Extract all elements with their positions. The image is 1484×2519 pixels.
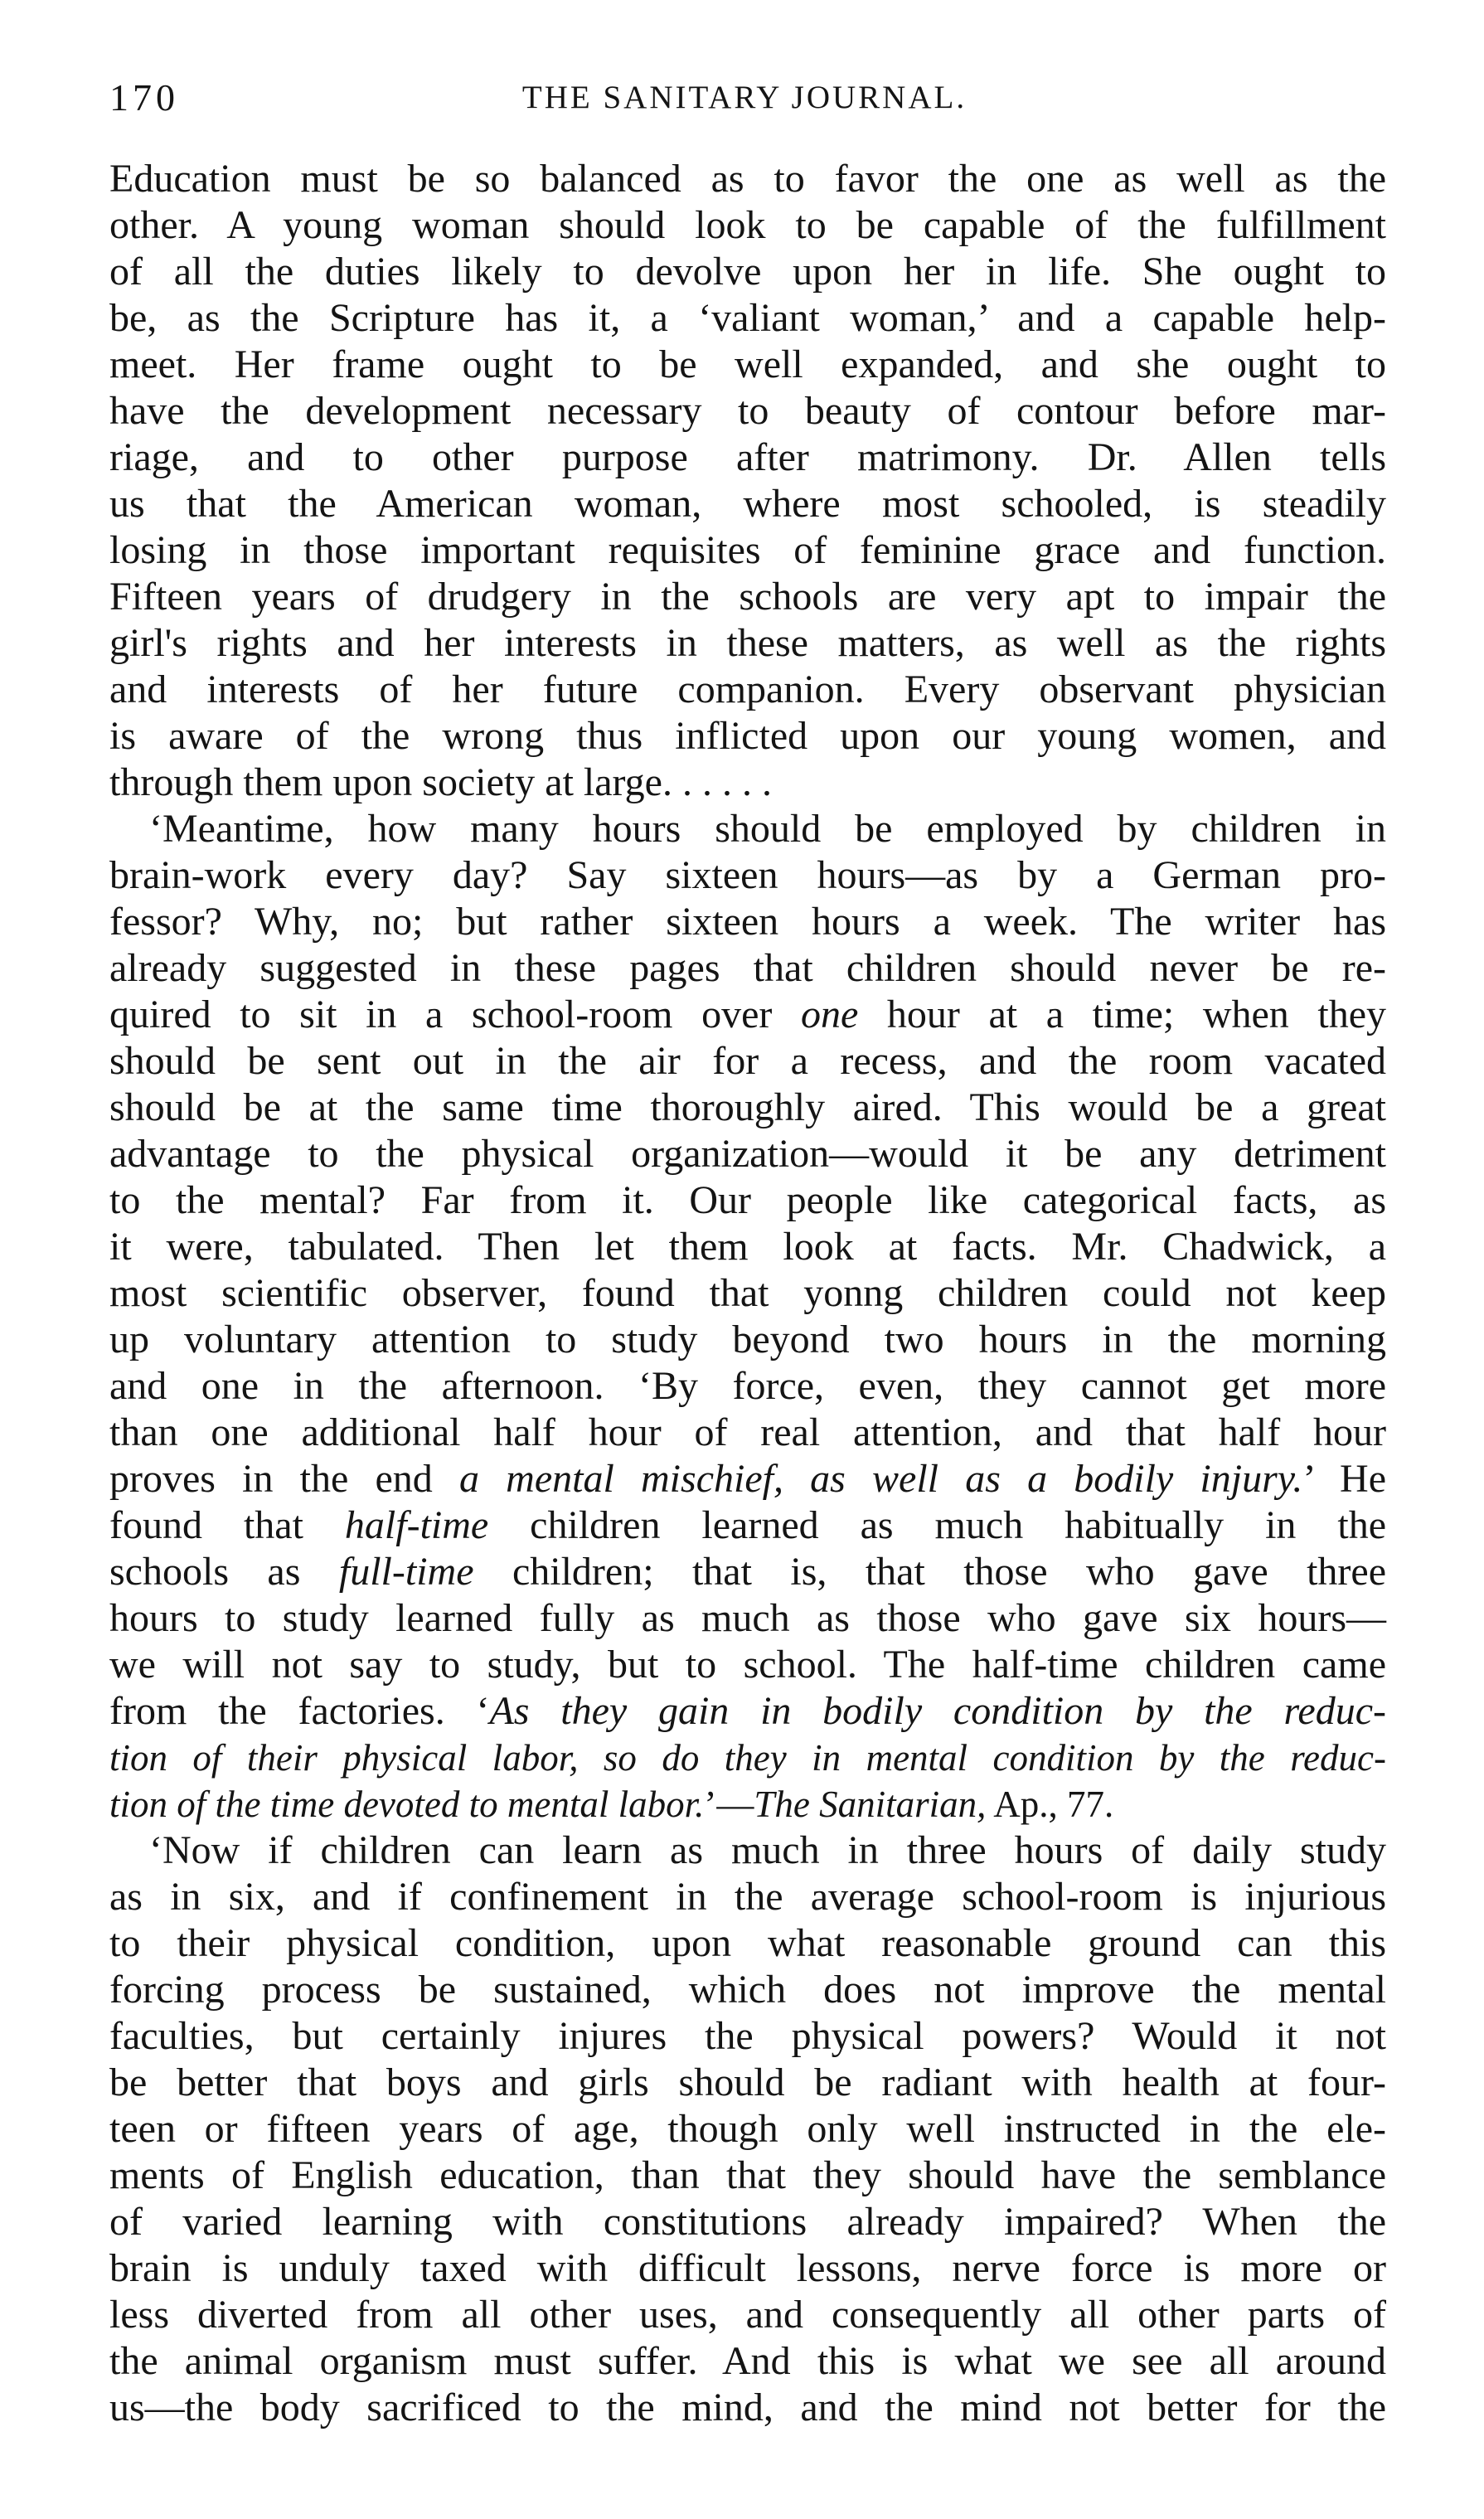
text-segment: from the factories. ‘ — [109, 1689, 490, 1733]
text-line: of all the duties likely to devolve upon her in life. She ought to — [109, 250, 1386, 294]
text-line: be, as the Scripture has it, a ‘valiant woman,’ and a capable help- — [109, 296, 1386, 340]
text-line: up voluntary attention to study beyond two hours in the morning — [109, 1318, 1386, 1361]
text-line — [109, 1456, 1386, 1502]
emphasis-quotation: As they gain in bodily condition by the reduc- — [489, 1689, 1386, 1733]
text-line: and one in the afternoon. ‘By force, even, they cannot get more — [109, 1364, 1386, 1408]
text-line: advantage to the physical organization—would it be any detriment — [109, 1132, 1386, 1176]
text-line — [109, 1735, 1386, 1781]
text-segment: ’— — [704, 1784, 754, 1825]
text-line — [109, 1781, 1386, 1827]
text-line: riage, and to other purpose after matrimony. Dr. Allen tells — [109, 435, 1386, 479]
text-line: less diverted from all other uses, and consequently all other parts of — [109, 2293, 1386, 2337]
text-line: us—the body sacrificed to the mind, and the mind not better for the — [109, 2386, 1386, 2429]
text-line: losing in those important requisites of feminine grace and function. — [109, 528, 1386, 572]
text-line: should be sent out in the air for a recess, and the room vacated — [109, 1039, 1386, 1083]
text-line: to the mental? Far from it. Our people like categorical facts, as — [109, 1178, 1386, 1222]
text-line: ments of English education, than that they should have the semblance — [109, 2153, 1386, 2197]
text-segment: schools as — [109, 1550, 301, 1594]
text-line: through them upon society at large. . . . . . — [109, 760, 772, 804]
text-line: and interests of her future companion. Every observant physician — [109, 667, 1386, 711]
text-line: it were, tabulated. Then let them look at facts. Mr. Chadwick, a — [109, 1225, 1386, 1269]
text-segment: quired to sit in a school-room over — [109, 993, 773, 1036]
emphasis-one: one — [800, 993, 859, 1036]
text-line: the animal organism must suffer. And this is what we see all around — [109, 2339, 1386, 2383]
text-line: as in six, and if confinement in the average school-room is injurious — [109, 1875, 1386, 1919]
text-line: should be at the same time thoroughly aired. This would be a great — [109, 1085, 1386, 1129]
text-line — [109, 1502, 1386, 1549]
text-line: to their physical condition, upon what reasonable ground can this — [109, 1921, 1386, 1965]
text-line: fessor? Why, no; but rather sixteen hours a week. The writer has — [109, 900, 1386, 944]
text-line: other. A young woman should look to be capable of the fulfillment — [109, 203, 1386, 247]
emphasis-full-time: full-time — [338, 1550, 474, 1594]
text-line: Fifteen years of drudgery in the schools are very apt to impair the — [109, 575, 1386, 619]
text-segment: children learned as much habitually in the — [530, 1503, 1387, 1547]
text-line: ‘Now if children can learn as much in three hours of daily study — [149, 1828, 1386, 1872]
text-line: faculties, but certainly injures the physical powers? Would it not — [109, 2014, 1386, 2058]
text-line: ‘Meantime, how many hours should be employed by children in — [149, 807, 1386, 851]
emphasis-quotation: tion of their physical labor, so do they in mental condition by the reduc- — [109, 1737, 1386, 1779]
text-line: us that the American woman, where most schooled, is steadily — [109, 482, 1386, 526]
text-line: meet. Her frame ought to be well expanded, and she ought to — [109, 342, 1386, 386]
text-line: most scientific observer, found that yonng children could not keep — [109, 1271, 1386, 1315]
citation: Ap., 77. — [993, 1784, 1114, 1825]
text-line: is aware of the wrong thus inflicted upon our young women, and — [109, 714, 1386, 758]
text-line: brain-work every day? Say sixteen hours—as by a German pro- — [109, 853, 1386, 897]
text-line: brain is unduly taxed with difficult lessons, nerve force is more or — [109, 2246, 1386, 2290]
page-header — [109, 73, 1380, 123]
journal-title: The Sanitarian, — [754, 1784, 987, 1825]
text-segment: ’ He — [1302, 1457, 1387, 1501]
text-line: teen or fifteen years of age, though only well instructed in the ele- — [109, 2107, 1386, 2151]
text-line — [109, 1549, 1386, 1595]
text-line: forcing process be sustained, which does not improve the mental — [109, 1968, 1386, 2012]
text-segment: hour at a time; when they — [886, 993, 1387, 1036]
text-segment: children; that is, that those who gave three — [512, 1550, 1387, 1594]
emphasis-quotation: tion of the time devoted to mental labor. — [109, 1784, 705, 1825]
text-line: have the development necessary to beauty of contour before mar- — [109, 389, 1386, 433]
text-segment: found that — [109, 1503, 303, 1547]
text-segment: proves in the end — [109, 1457, 433, 1501]
page-number: 170 — [109, 76, 179, 119]
running-title: THE SANITARY JOURNAL. — [521, 80, 968, 115]
text-line: we will not say to study, but to school. The half-time children came — [109, 1643, 1386, 1687]
article-body — [109, 156, 1386, 2431]
text-line: hours to study learned fully as much as those who gave six hours— — [109, 1596, 1386, 1640]
text-line — [109, 992, 1386, 1038]
emphasis-half-time: half-time — [344, 1503, 489, 1547]
text-line: Education must be so balanced as to favor the one as well as the — [109, 157, 1386, 201]
text-line: be better that boys and girls should be radiant with health at four- — [109, 2060, 1386, 2104]
text-line: of varied learning with constitutions already impaired? When the — [109, 2200, 1386, 2244]
text-line: than one additional half hour of real attention, and that half hour — [109, 1410, 1386, 1454]
text-line: girl's rights and her interests in these matters, as well as the rights — [109, 621, 1386, 665]
text-line — [109, 1688, 1386, 1735]
text-line: already suggested in these pages that children should never be re- — [109, 946, 1386, 990]
emphasis-mental-mischief: a mental mischief, as well as a bodily injury. — [459, 1457, 1303, 1501]
